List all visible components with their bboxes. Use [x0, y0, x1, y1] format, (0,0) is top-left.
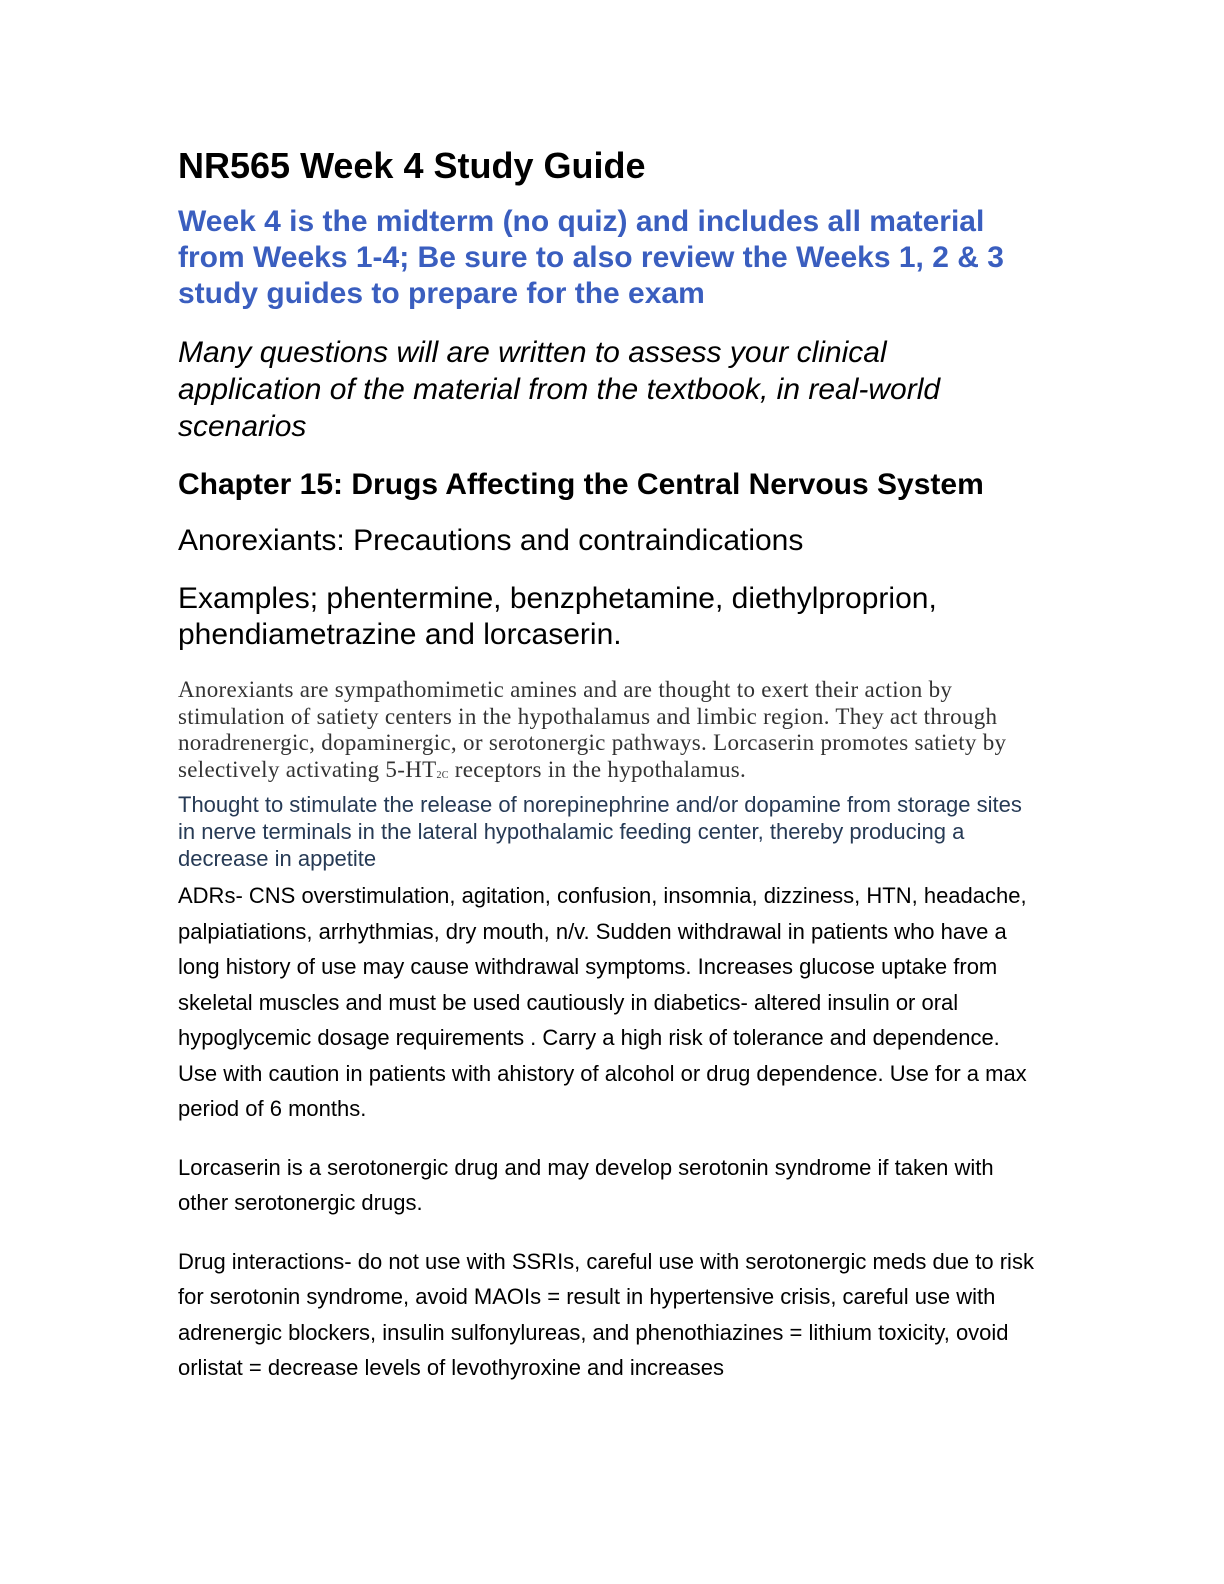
mechanism-text-before: Anorexiants are sympathomimetic amines and are thought to exert their action by stimulation of satiety centers in the hypothalamus and limbic region. They act through noradrenergic, dopaminergic, or serotonergic pathways. Lorcaserin promotes satiety by selectively activating 5-HT	[178, 677, 1007, 782]
lorcaserin-paragraph: Lorcaserin is a serotonergic drug and may develop serotonin syndrome if taken with other serotonergic drugs.	[178, 1154, 994, 1215]
adrs-paragraph: ADRs- CNS overstimulation, agitation, confusion, insomnia, dizziness, HTN, headache, palpiatiations, arrhythmias, dry mouth, n/v. Sudden withdrawal in patients who have a long history of use may cause withdrawal symptoms. Increases glucose uptake from skeletal muscles and must be used cautiously in diabetics- altered insulin or oral hypoglycemic dosage requirements . Carry a high risk of tolerance and dependence. Use with caution in patients with ahistory of alcohol or drug dependence. Use for a max period of 6 months.	[178, 883, 1027, 1121]
interactions-paragraph: Drug interactions- do not use with SSRIs, careful use with serotonergic meds due to risk for serotonin syndrome, avoid MAOIs = result in hypertensive crisis, careful use with adrenergic blockers, insulin sulfonylureas, and phenothiazines = lithium toxicity, ovoid orlistat = decrease levels of levothyroxine and increases	[178, 1248, 1034, 1380]
mechanism-paragraph	[178, 677, 1038, 789]
examples-heading: Examples; phentermine, benzphetamine, diethylproprion, phendiametrazine and lorcaserin.	[178, 582, 937, 651]
intro-note: Many questions will are written to assess your clinical application of the material from the textbook, in real-world scenarios	[178, 336, 941, 443]
mechanism-text-after: receptors in the hypothalamus.	[448, 756, 747, 782]
mechanism-note: Thought to stimulate the release of norepinephrine and/or dopamine from storage sites in nerve terminals in the lateral hypothalamic feeding center, thereby producing a decrease in appetite	[178, 792, 1022, 871]
section-heading: Anorexiants: Precautions and contraindications	[178, 524, 804, 557]
document-page	[178, 140, 1038, 1386]
document-title: NR565 Week 4 Study Guide	[178, 145, 646, 186]
mechanism-subscript: 2C	[436, 769, 449, 781]
chapter-heading: Chapter 15: Drugs Affecting the Central Nervous System	[178, 468, 984, 501]
midterm-notice: Week 4 is the midterm (no quiz) and includes all material from Weeks 1-4; Be sure to also review the Weeks 1, 2 & 3 study guides to prepare for the exam	[178, 205, 1004, 310]
